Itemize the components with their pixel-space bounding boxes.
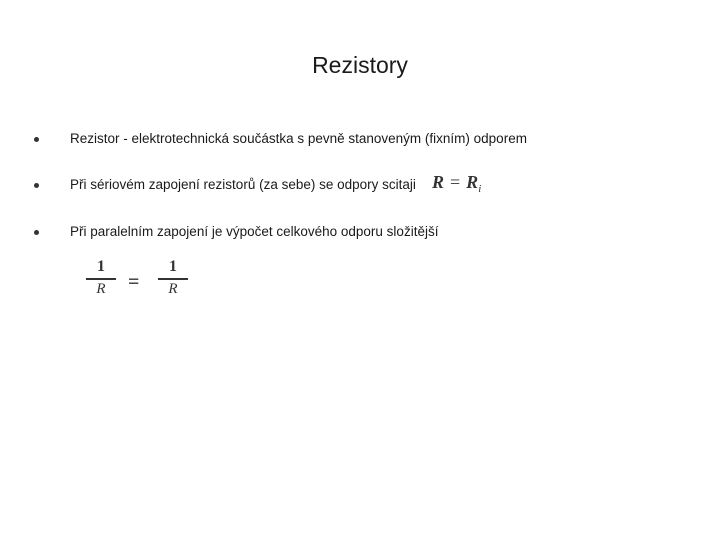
bullet-text: Rezistor - elektrotechnická součástka s pevně stanoveným (fixním) odporem	[70, 131, 527, 146]
fraction-denominator: R	[96, 281, 106, 297]
formula-equals: =	[450, 172, 461, 192]
formula-subscript: i	[478, 183, 482, 195]
bullet-text: Při sériovém zapojení rezistorů (za sebe) se odpory scitaji	[70, 177, 416, 192]
fraction-numerator: 1	[169, 258, 177, 275]
bullet-dot	[34, 137, 39, 142]
fraction-numerator: 1	[97, 258, 105, 275]
fraction-left	[86, 258, 116, 297]
fraction-denominator: R	[168, 281, 178, 297]
formula-lhs: R	[432, 172, 445, 192]
fraction-right	[158, 258, 188, 297]
bullet-dot	[34, 183, 39, 188]
fraction-bar	[158, 278, 188, 280]
bullet-text: Při paralelním zapojení je výpočet celkového odporu složitější	[70, 224, 439, 239]
fraction-bar	[86, 278, 116, 280]
formula-rhs: R	[466, 172, 479, 192]
parallel-resistance-formula	[84, 258, 194, 302]
bullet-dot	[34, 230, 39, 235]
slide-title: Rezistory	[312, 52, 408, 78]
formula-equals: =	[128, 271, 140, 293]
series-resistance-formula	[432, 172, 481, 193]
